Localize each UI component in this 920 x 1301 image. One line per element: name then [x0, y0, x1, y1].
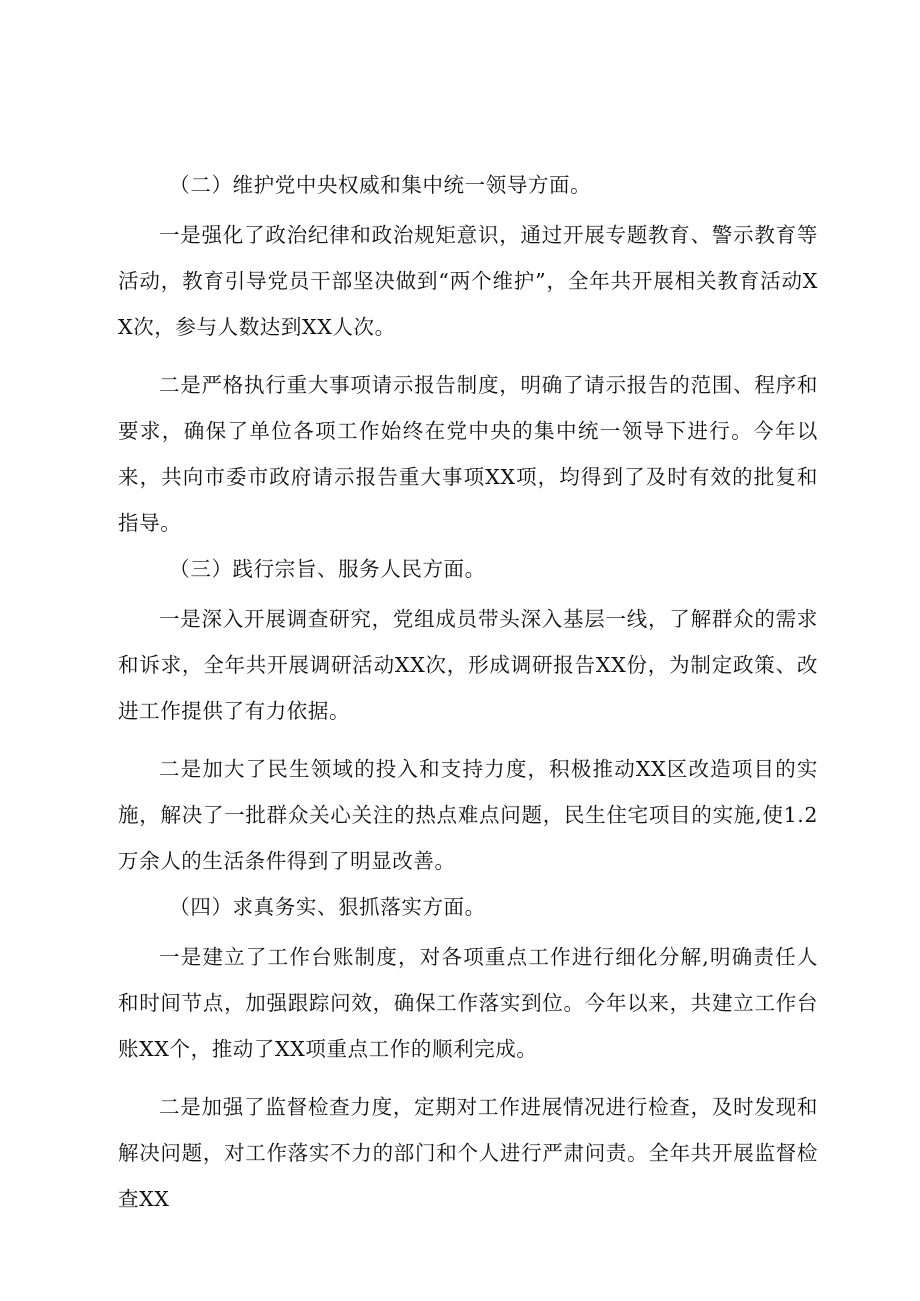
body-paragraph: 二是加强了监督检查力度，定期对工作进展情况进行检查，及时发现和解决问题，对工作落实不力的部门和个人进行严肃问责。全年共开展监督检查XX: [118, 1095, 818, 1211]
body-paragraph: 二是加大了民生领域的投入和支持力度，积极推动XX区改造项目的实施，解决了一批群众关心关注的热点难点问题，民生住宅项目的实施,使1.2万余人的生活条件得到了明显改善。: [118, 757, 818, 873]
section-heading: （二）维护党中央权威和集中统一领导方面。: [169, 173, 592, 197]
document-body: [118, 162, 818, 1222]
body-paragraph: 一是强化了政治纪律和政治规矩意识，通过开展专题教育、警示教育等活动，教育引导党员干部坚决做到“两个维护”，全年共开展相关教育活动XX次，参与人数达到XX人次。: [118, 223, 818, 339]
body-paragraph: 一是深入开展调查研究，党组成员带头深入基层一线，了解群众的需求和诉求，全年共开展调研活动XX次，形成调研报告XX份，为制定政策、改进工作提供了有力依据。: [118, 607, 818, 723]
body-paragraph: 二是严格执行重大事项请示报告制度，明确了请示报告的范围、程序和要求，确保了单位各项工作始终在党中央的集中统一领导下进行。今年以来，共向市委市政府请示报告重大事项XX项，均得到了及时有效的批复和指导。: [118, 373, 818, 535]
section-heading: （四）求真务实、狠抓落实方面。: [169, 895, 486, 919]
body-paragraph: 一是建立了工作台账制度，对各项重点工作进行细化分解,明确责任人和时间节点，加强跟踪问效，确保工作落实到位。今年以来，共建立工作台账XX个，推动了XX项重点工作的顺利完成。: [118, 945, 818, 1061]
section-heading: （三）践行宗旨、服务人民方面。: [169, 557, 486, 581]
